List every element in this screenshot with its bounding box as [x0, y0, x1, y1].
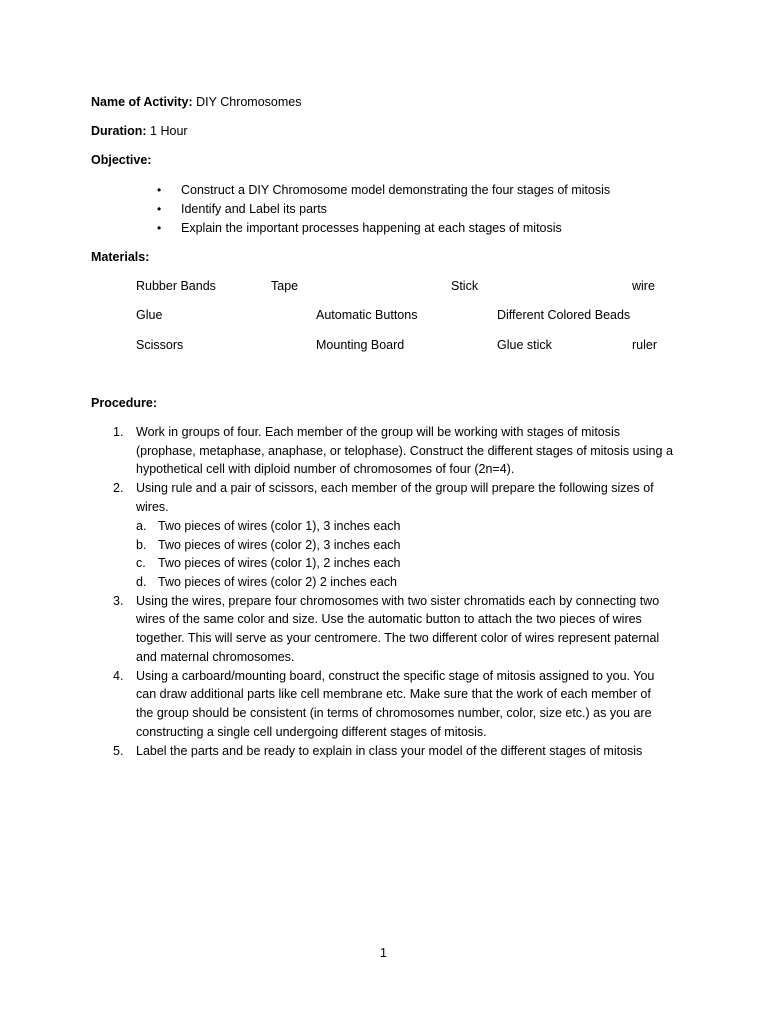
step-number: 5. [113, 744, 124, 758]
material-item: Glue stick [497, 338, 552, 352]
step-line: can draw additional parts like cell membrane etc. Make sure that the work of each member of [136, 687, 651, 701]
step-line: Work in groups of four. Each member of the group will be working with stages of mitosis [136, 425, 621, 439]
step-line: (prophase, metaphase, anaphase, or telophase). Construct the different stages of mitosis using a [136, 444, 673, 458]
objective-item: Explain the important processes happening at each stages of mitosis [181, 221, 562, 235]
step-line: wires of the same color and size. Use the automatic button to attach the two pieces of wires [136, 612, 642, 626]
step-line: hypothetical cell with diploid number of chromosomes of four (2n=4). [136, 462, 515, 476]
material-item: Automatic Buttons [316, 308, 418, 322]
substep-text: Two pieces of wires (color 2), 3 inches each [158, 538, 401, 552]
activity-value: DIY Chromosomes [192, 95, 302, 109]
procedure-label: Procedure: [91, 396, 157, 410]
step-line: and maternal chromosomes. [136, 650, 295, 664]
duration-value: 1 Hour [146, 124, 188, 138]
step-number: 3. [113, 594, 124, 608]
step-line: the group should be consistent (in terms of chromosomes number, color, size etc.) as you are [136, 706, 652, 720]
substep-text: Two pieces of wires (color 2) 2 inches each [158, 575, 397, 589]
bullet-icon: • [157, 202, 162, 216]
step-line: Label the parts and be ready to explain in class your model of the different stages of mitosis [136, 744, 643, 758]
material-item: Stick [451, 279, 479, 293]
step-number: 1. [113, 425, 124, 439]
step-line: Using rule and a pair of scissors, each member of the group will prepare the following sizes of [136, 481, 654, 495]
duration-line [91, 123, 188, 139]
step-line: Using a carboard/mounting board, construct the specific stage of mitosis assigned to you. You [136, 669, 655, 683]
objective-item: Identify and Label its parts [181, 202, 327, 216]
materials-label: Materials: [91, 250, 150, 264]
material-item: wire [632, 279, 655, 293]
duration-label: Duration: [91, 124, 147, 138]
substep-text: Two pieces of wires (color 1), 3 inches each [158, 519, 401, 533]
objective-item: Construct a DIY Chromosome model demonstrating the four stages of mitosis [181, 183, 611, 197]
material-item: Mounting Board [316, 338, 405, 352]
material-item: Scissors [136, 338, 184, 352]
step-line: together. This will serve as your centromere. The two different color of wires represent paternal [136, 631, 660, 645]
material-item: Rubber Bands [136, 279, 216, 293]
substep-letter: a. [136, 519, 147, 533]
material-item: Glue [136, 308, 163, 322]
page-number: 1 [380, 946, 387, 960]
step-number: 2. [113, 481, 124, 495]
material-item: ruler [632, 338, 658, 352]
bullet-icon: • [157, 183, 162, 197]
step-line: Using the wires, prepare four chromosomes with two sister chromatids each by connecting two [136, 594, 660, 608]
material-item: Tape [271, 279, 299, 293]
bullet-icon: • [157, 221, 162, 235]
substep-letter: b. [136, 538, 147, 552]
activity-line [91, 94, 302, 110]
substep-letter: d. [136, 575, 147, 589]
material-item: Different Colored Beads [497, 308, 631, 322]
activity-label: Name of Activity: [91, 95, 193, 109]
substep-letter: c. [136, 556, 146, 570]
step-number: 4. [113, 669, 124, 683]
step-line: wires. [136, 500, 169, 514]
objective-label: Objective: [91, 153, 152, 167]
step-line: constructing a single cell undergoing different stages of mitosis. [136, 725, 487, 739]
substep-text: Two pieces of wires (color 1), 2 inches each [158, 556, 401, 570]
